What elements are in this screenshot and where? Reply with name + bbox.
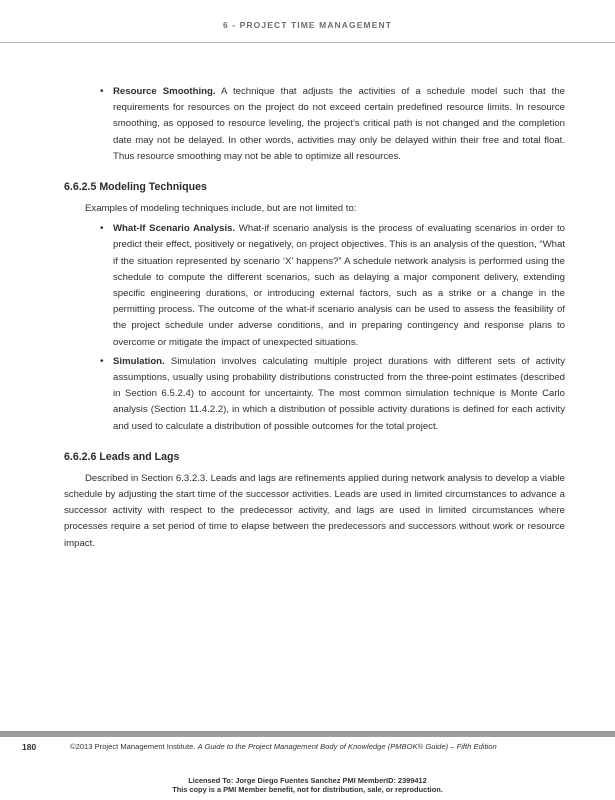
- footer-bar: [0, 731, 615, 737]
- license-notice: [0, 777, 615, 794]
- bullet-icon: •: [100, 223, 104, 235]
- page-body: [0, 84, 615, 552]
- bullet-icon: •: [100, 355, 104, 367]
- modeling-intro: Examples of modeling techniques include, but are not limited to:: [85, 203, 357, 215]
- section-heading-modeling: 6.6.2.5 Modeling Techniques: [64, 181, 207, 194]
- copyright-prefix: ©2013 Project Management Institute.: [70, 742, 198, 751]
- bullet-what-if: [100, 221, 565, 351]
- bullet-icon: •: [100, 86, 104, 97]
- page-number: 180: [22, 742, 37, 752]
- leads-lags-paragraph: Described in Section 6.3.2.3. Leads and lags are refinements applied during network analysis to develop a viable schedule by adjusting the start time of the successor activities. Leads are used in limited circumstances to advance a successor activity with respect to the predecessor activity, and lags are used in limited circumstances where processes require a set period of time to elapse between the predecessors and successors without work or resource impact.: [64, 472, 565, 549]
- header-divider: [0, 42, 615, 43]
- bullet-term: Resource Smoothing.: [113, 86, 216, 97]
- bullet-simulation: [100, 354, 565, 435]
- license-line-1: Licensed To: Jorge Diego Fuentes Sanchez PMI MemberID: 2399412: [188, 776, 427, 785]
- bullet-text: What-if scenario analysis is the process of evaluating scenarios in order to predict their effect, positively or negatively, on project objectives. This is an analysis of the question, “What if the situation represented by scenario ‘X’ happens?” A schedule network analysis is performed using the schedule to compute the different scenarios, such as delaying a major component delivery, extending specific engineering durations, or introducing external factors, such as a strike or a change in the permitting process. The outcome of the what-if scenario analysis can be used to assess the feasibility of the project schedule under adverse conditions, and in preparing contingency and response plans to overcome or mitigate the impact of unexpected situations.: [113, 223, 565, 348]
- bullet-text: A technique that adjusts the activities of a schedule model such that the requirements for resources on the project do not exceed certain predefined resource limits. In resource smoothing, as opposed to resource leveling, the project’s critical path is not changed and the completion date may not be delayed. In other words, activities may only be delayed within their free and total float. Thus resource smoothing may not be able to optimize all resources.: [113, 86, 565, 162]
- modeling-list: [0, 221, 615, 435]
- section-heading-leads-lags: 6.6.2.6 Leads and Lags: [64, 450, 180, 463]
- bullet-term: What-If Scenario Analysis.: [113, 223, 236, 235]
- running-header: 6 - PROJECT TIME MANAGEMENT: [222, 20, 392, 30]
- book-title: A Guide to the Project Management Body of Knowledge (PMBOK® Guide) – Fifth Edition: [197, 742, 497, 751]
- bullet-term: Simulation.: [113, 355, 165, 367]
- resource-smoothing-list: [0, 84, 615, 165]
- license-line-2: This copy is a PMI Member benefit, not for distribution, sale, or reproduction.: [172, 784, 443, 794]
- bullet-resource-smoothing: [100, 84, 565, 165]
- copyright-line: [70, 742, 497, 751]
- bullet-text: Simulation involves calculating multiple project durations with different sets of activity assumptions, usually using probability distributions constructed from the three-point estimates (described in Section 6.5.2.4) to account for uncertainty. The most common simulation technique is Monte Carlo analysis (Section 11.4.2.2), in which a distribution of possible activity durations is defined for each activity and used to calculate a distribution of possible outcomes for the total project.: [113, 355, 565, 432]
